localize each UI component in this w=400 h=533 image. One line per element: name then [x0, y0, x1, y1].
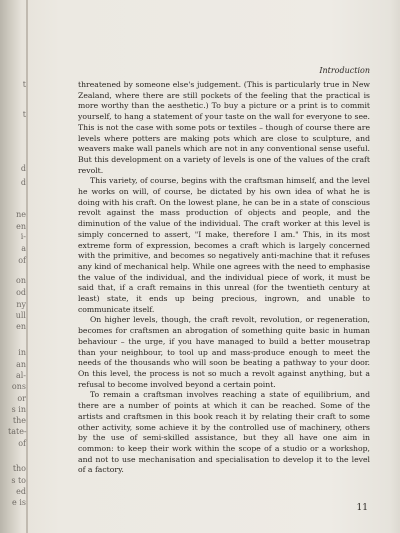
margin-fragment: or	[17, 394, 26, 403]
margin-fragment: en	[16, 222, 26, 231]
paragraph: To remain a craftsman involves reaching a state of equilibrium, and there are a number of points at which it can be reached. Some of the artists and craftsmen in this book reach it by relating their craft to some other activity, some achieve it by the controlled use of machinery, others by the use of semi-skilled assistance, but they all have one aim in common: to keep their work within the scope of a studio or a workshop, and not to use mechanisation and specialisation to develop it to the level of a factory.	[78, 390, 370, 475]
margin-fragment: of	[18, 439, 26, 448]
margin-fragment: t	[22, 110, 26, 119]
margin-fragment: ny	[16, 300, 26, 309]
margin-fragment: in	[18, 348, 26, 357]
margin-fragment: i-	[20, 232, 26, 241]
margin-fragment: ed	[16, 487, 26, 496]
paragraph: On higher levels, though, the craft revolt, revolution, or regeneration, becomes for craftsmen an abrogation of something quite basic in human behaviour – the urge, if you have managed to build a better mousetrap than your neighbour, to tool up and mass-produce enough to meet the needs of the thousands who will soon be beating a pathway to your door. On this level, the process is not so much a revolt against anything, but a refusal to become involved beyond a certain point.	[78, 315, 370, 389]
margin-fragment: tate-	[8, 427, 27, 436]
margin-fragment: t	[22, 80, 26, 89]
page-gutter-edge	[26, 0, 28, 533]
margin-fragment: ne	[16, 210, 26, 219]
margin-fragment: s in	[11, 405, 26, 414]
previous-page-margin	[0, 60, 27, 510]
page-number: 11	[356, 503, 368, 513]
paragraph: This variety, of course, begins with the craftsman himself, and the level he works on will, of course, be dictated by his own idea of what he is doing with his craft. On the lowest plane, he can be in a state of conscious revolt against the mass production of objects and people, and the diminution of the value of the individual. The craft worker at this level is simply concerned to assert, "I make, therefore I am." This, in its most extreme form of expression, becomes a craft which is largely concerned with the primitive, and becomes so negatively anti-machine that it refuses any kind of mechanical help. While one agrees with the need to emphasise the value of the individual, and the individual piece of work, it must be said that, if a craft remains in this unreal (for the twentieth century at least) state, it ends up being precious, ingrown, and unable to communicate itself.	[78, 176, 370, 314]
margin-fragment: on	[16, 276, 26, 285]
margin-fragment: d	[20, 178, 26, 187]
running-header: Introduction	[319, 66, 370, 75]
margin-fragment: tho	[12, 464, 26, 473]
margin-fragment: d	[20, 164, 26, 173]
margin-fragment: al-	[15, 371, 26, 380]
margin-fragment: e is	[12, 498, 26, 507]
margin-fragment: a	[21, 244, 26, 253]
paragraph: threatened by someone else's judgement. (This is particularly true in New Zealand, where there are still pockets of the feeling that the practical is more worthy than the aesthetic.) To buy a picture or a print is to commit yourself, to hang a statement of your taste on the wall for everyone to see. This is not the case with some pots or textiles – though of course there are levels where potters are making pots which are close to sculpture, and weavers make wall panels which are not in any conventional sense useful. But this development on a variety of levels is one of the values of the craft revolt.	[78, 80, 370, 175]
margin-fragment: of	[18, 256, 26, 265]
margin-fragment: the	[12, 416, 26, 425]
margin-fragment: ons	[11, 382, 26, 391]
margin-fragment: ull	[15, 311, 26, 320]
body-text	[78, 80, 370, 476]
margin-fragment: an	[16, 360, 26, 369]
margin-fragment: s to	[11, 476, 26, 485]
margin-fragment: en	[16, 322, 26, 331]
margin-fragment: od	[16, 288, 26, 297]
